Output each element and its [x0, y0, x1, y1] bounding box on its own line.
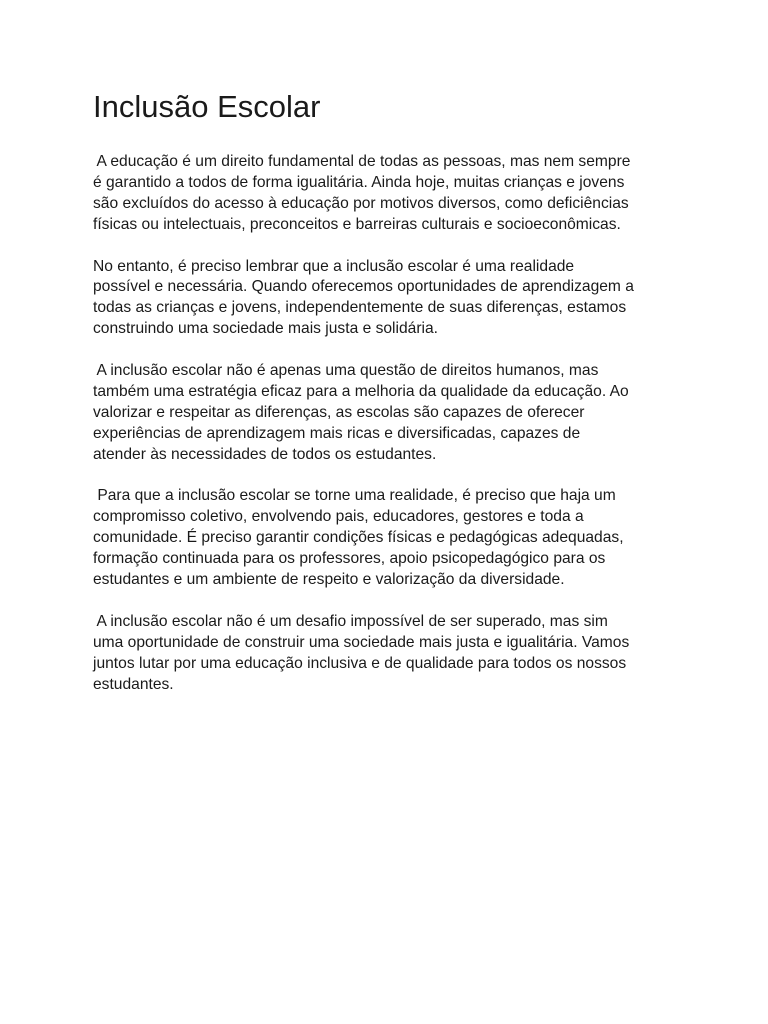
paragraph-4: [93, 486, 683, 591]
paragraph-line: A inclusão escolar não é apenas uma questão de direitos humanos, mas: [93, 362, 599, 380]
paragraph-5: [93, 612, 683, 696]
paragraph-line: compromisso coletivo, envolvendo pais, educadores, gestores e toda a: [93, 508, 584, 526]
paragraph-line: possível e necessária. Quando oferecemos oportunidades de aprendizagem a: [93, 278, 634, 296]
paragraph-1: [93, 152, 683, 236]
paragraph-line: A inclusão escolar não é um desafio impossível de ser superado, mas sim: [93, 612, 608, 630]
paragraph-line: Para que a inclusão escolar se torne uma realidade, é preciso que haja um: [93, 487, 616, 505]
paragraph-line: juntos lutar por uma educação inclusiva e de qualidade para todos os nossos: [93, 654, 627, 672]
paragraph-line: físicas ou intelectuais, preconceitos e barreiras culturais e socioeconômicas.: [93, 215, 621, 233]
paragraph-line: atender às necessidades de todos os estudantes.: [93, 445, 437, 463]
document-title: Inclusão Escolar: [93, 89, 321, 124]
paragraph-line: construindo uma sociedade mais justa e solidária.: [93, 320, 438, 338]
paragraph-line: valorizar e respeitar as diferenças, as escolas são capazes de oferecer: [93, 403, 585, 421]
paragraph-line: formação continuada para os professores, apoio psicopedagógico para os: [93, 550, 606, 568]
document-body: [93, 152, 683, 696]
document-content: [93, 88, 683, 716]
paragraph-line: A educação é um direito fundamental de todas as pessoas, mas nem sempre: [93, 153, 631, 170]
paragraph-line: comunidade. É preciso garantir condições físicas e pedagógicas adequadas,: [93, 529, 624, 547]
paragraph-3: [93, 361, 683, 466]
paragraph-line: também uma estratégia eficaz para a melhoria da qualidade da educação. Ao: [93, 382, 629, 400]
paragraph-2: [93, 257, 683, 341]
paragraph-line: No entanto, é preciso lembrar que a inclusão escolar é uma realidade: [93, 257, 575, 275]
paragraph-line: é garantido a todos de forma igualitária. Ainda hoje, muitas crianças e jovens: [93, 173, 625, 191]
paragraph-line: são excluídos do acesso à educação por motivos diversos, como deficiências: [93, 194, 629, 212]
paragraph-line: estudantes e um ambiente de respeito e valorização da diversidade.: [93, 571, 565, 589]
paragraph-line: uma oportunidade de construir uma sociedade mais justa e igualitária. Vamos: [93, 633, 630, 651]
paragraph-line: experiências de aprendizagem mais ricas e diversificadas, capazes de: [93, 424, 581, 442]
paragraph-line: estudantes.: [93, 675, 174, 693]
paragraph-line: todas as crianças e jovens, independentemente de suas diferenças, estamos: [93, 299, 627, 317]
